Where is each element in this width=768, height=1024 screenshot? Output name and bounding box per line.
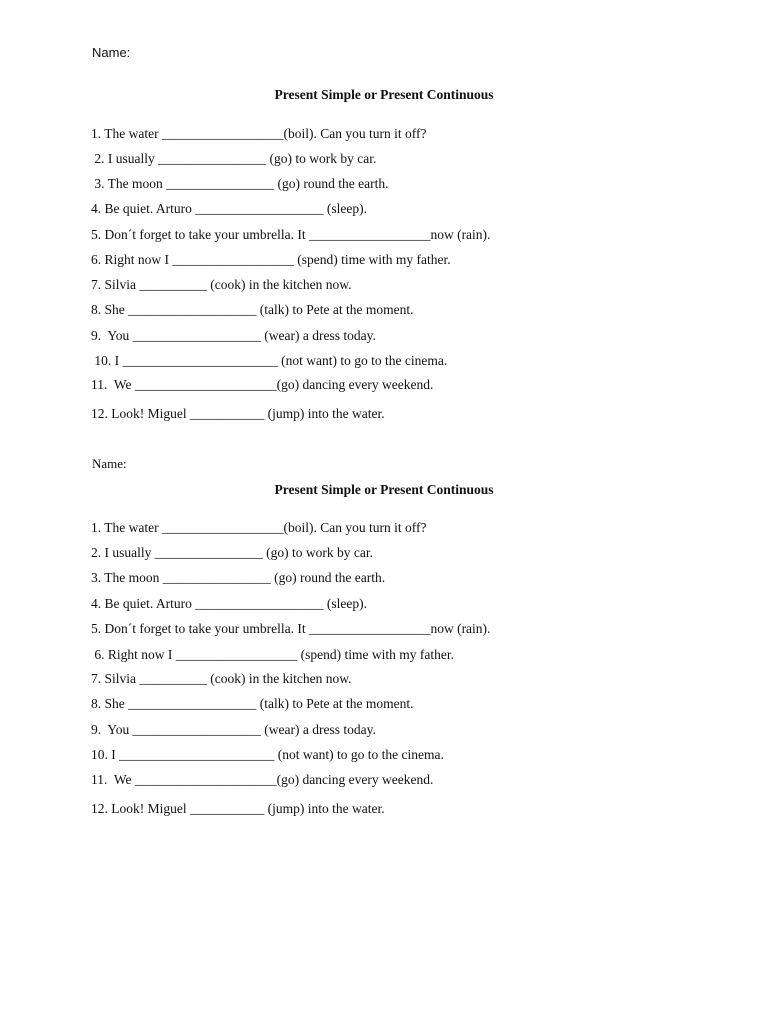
exercise-item-6: 6. Right now I __________________ (spend) time with my father.: [91, 647, 454, 662]
exercise-item-3: 3. The moon ________________ (go) round the earth.: [91, 176, 389, 191]
exercise-item-1: 1. The water __________________(boil). Can you turn it off?: [91, 126, 427, 141]
worksheet-title: Present Simple or Present Continuous: [274, 482, 494, 497]
exercise-item-12: 12. Look! Miguel ___________ (jump) into the water.: [91, 406, 385, 421]
name-label: Name:: [92, 45, 131, 60]
exercise-item-10: 10. I _______________________ (not want) to go to the cinema.: [91, 747, 444, 762]
exercise-item-2: 2. I usually ________________ (go) to work by car.: [91, 545, 373, 560]
exercise-item-9: 9. You ___________________ (wear) a dress today.: [91, 722, 376, 737]
exercise-item-11: 11. We _____________________(go) dancing every weekend.: [91, 377, 434, 392]
exercise-item-7: 7. Silvia __________ (cook) in the kitchen now.: [91, 277, 352, 292]
exercise-item-10: 10. I _______________________ (not want) to go to the cinema.: [91, 353, 448, 368]
exercise-item-8: 8. She ___________________ (talk) to Pete at the moment.: [91, 302, 414, 317]
exercise-item-6: 6. Right now I __________________ (spend) time with my father.: [91, 252, 451, 267]
exercise-item-7: 7. Silvia __________ (cook) in the kitchen now.: [91, 671, 352, 686]
exercise-item-4: 4. Be quiet. Arturo ___________________ (sleep).: [91, 201, 367, 216]
exercise-item-11: 11. We _____________________(go) dancing every weekend.: [91, 772, 434, 787]
exercise-item-5: 5. Don´t forget to take your umbrella. It __________________now (rain).: [91, 227, 491, 242]
exercise-item-1: 1. The water __________________(boil). Can you turn it off?: [91, 520, 427, 535]
exercise-item-4: 4. Be quiet. Arturo ___________________ (sleep).: [91, 596, 367, 611]
exercise-item-12: 12. Look! Miguel ___________ (jump) into the water.: [91, 801, 385, 816]
name-label: Name:: [92, 456, 127, 471]
exercise-item-9: 9. You ___________________ (wear) a dress today.: [91, 328, 376, 343]
worksheet-title: Present Simple or Present Continuous: [274, 87, 494, 102]
exercise-item-2: 2. I usually ________________ (go) to work by car.: [91, 151, 377, 166]
exercise-item-3: 3. The moon ________________ (go) round the earth.: [91, 570, 386, 585]
exercise-item-5: 5. Don´t forget to take your umbrella. It __________________now (rain).: [91, 621, 491, 636]
exercise-item-8: 8. She ___________________ (talk) to Pete at the moment.: [91, 696, 414, 711]
